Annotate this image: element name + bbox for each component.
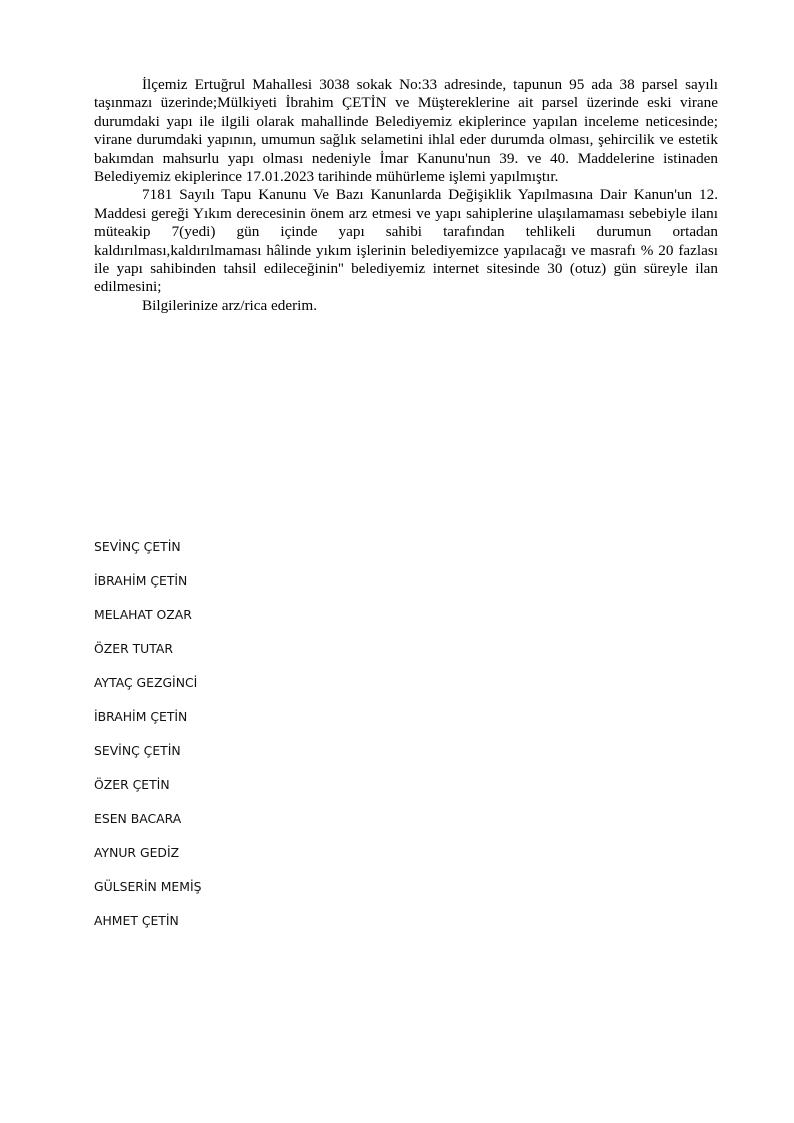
owner-name: İBRAHİM ÇETİN (94, 709, 188, 724)
paragraph-seal-notice: İlçemiz Ertuğrul Mahallesi 3038 sokak No:33 adresinde, tapunun 95 ada 38 parsel sayılı taşınmazı üzerinde;Mülkiyeti İbrahim ÇETİN ve Müştereklerine ait parsel üzerinde eski virane durumdaki yapı ile ilgili olarak mahallinde Belediyemiz ekiplerince yapılan inceleme neticesinde; virane durumdaki yapının, umumun sağlık selametini ihlal eder durumda olması, şehircilik ve estetik bakımdan mahsurlu yapı olması nedeniyle İmar Kanunu'nun 39. ve 40. Maddelerine istinaden Belediyemiz ekiplerince 17.01.2023 tarihinde mühürleme işlemi yapılmıştır. (94, 76, 718, 186)
owner-name: ÖZER ÇETİN (94, 777, 170, 792)
owner-name: MELAHAT OZAR (94, 607, 192, 622)
owner-name: GÜLSERİN MEMİŞ (94, 879, 202, 894)
owner-name: SEVİNÇ ÇETİN (94, 743, 181, 758)
owner-list (94, 537, 201, 945)
owner-name: SEVİNÇ ÇETİN (94, 539, 181, 554)
paragraph-demolition-notice: 7181 Sayılı Tapu Kanunu Ve Bazı Kanunlarda Değişiklik Yapılmasına Dair Kanun'un 12. Maddesi gereği Yıkım derecesinin önem arz etmesi ve yapı sahiplerine ulaşılamaması sebebiyle ilanı müteakip 7(yedi) gün içinde yapı sahibi tarafından tehlikeli durumun ortadan kaldırılması,kaldırılmaması hâlinde yıkım işlerinin belediyemizce yapılacağı ve masrafı % 20 fazlası ile yapı sahibinden tahsil edileceğinin'' belediyemiz internet sitesinde 30 (otuz) gün süreyle ilan edilmesini; (94, 186, 718, 296)
owner-name: İBRAHİM ÇETİN (94, 573, 188, 588)
owner-name: AHMET ÇETİN (94, 913, 179, 928)
letter-body (94, 76, 718, 315)
owner-name: ESEN BACARA (94, 811, 182, 826)
owner-name: AYTAÇ GEZGİNCİ (94, 675, 198, 690)
owner-name: AYNUR GEDİZ (94, 845, 180, 860)
owner-name: ÖZER TUTAR (94, 641, 173, 656)
paragraph-closing: Bilgilerinize arz/rica ederim. (142, 296, 317, 314)
